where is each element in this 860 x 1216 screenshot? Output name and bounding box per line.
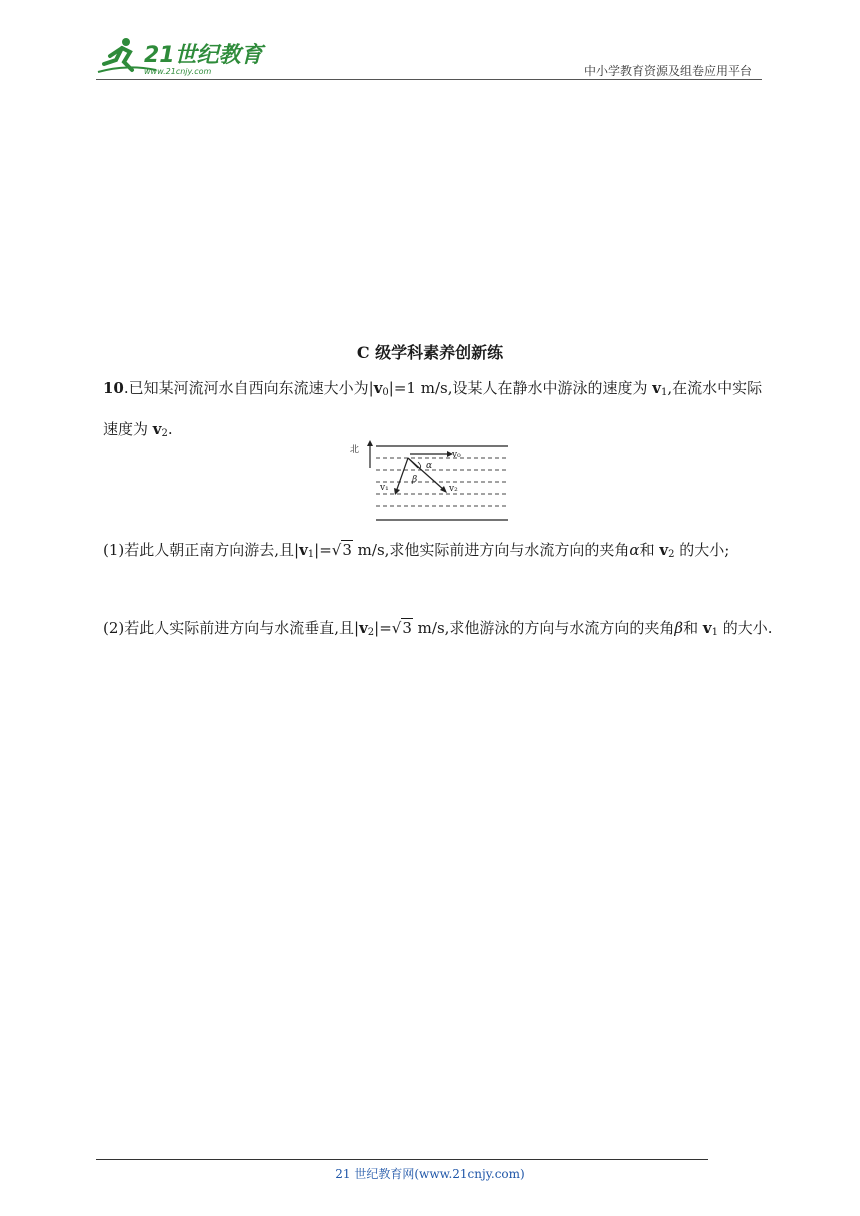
water-lines (376, 458, 508, 506)
footer-link[interactable]: 21 世纪教育网(www.21cnjy.com) (335, 1167, 525, 1181)
north-label: 北 (350, 445, 360, 455)
river-velocity-diagram (350, 438, 510, 524)
beta-label: β (412, 475, 418, 485)
site-logo (96, 36, 266, 80)
svg-text:21世纪教育: 21世纪教育 (144, 43, 263, 68)
sqrt-symbol: √3 (391, 619, 412, 637)
triangle-side (408, 458, 418, 468)
footer-divider (96, 1159, 708, 1160)
problem-stem: 10.已知某河流河水自西向东流速大小为$|v_0|=1$ m/s,设某人在静水中游泳的速度为 $v_1$,在流水中实际速度为 $v_2$. (103, 379, 763, 439)
svg-text:www.21cnjy.com: www.21cnjy.com (144, 67, 212, 76)
question-2: (2)若此人实际前进方向与水流垂直,且$|v_2|=√3$ m/s,求他游泳的方向与水流方向的夹角β和 $v_1$ 的大小. (103, 610, 773, 651)
header-divider (96, 79, 762, 80)
v2-label: v₂ (449, 484, 458, 494)
problem-number: 10 (103, 379, 124, 397)
v1-label: v₁ (380, 483, 389, 493)
v0-label: v₀ (452, 450, 461, 460)
section-title: C 级学科素养创新练 (356, 343, 504, 362)
sqrt-symbol: √3 (331, 541, 352, 559)
site-name: 中小学教育资源及组卷应用平台 (583, 64, 752, 78)
north-arrowhead (367, 440, 373, 446)
question-1: (1)若此人朝正南方向游去,且$|v_1|=√3$ m/s,求他实际前进方向与水流方向的夹角α和 $v_2$ 的大小; (103, 532, 773, 573)
alpha-label: α (426, 461, 433, 471)
v1-arrow (396, 458, 408, 492)
